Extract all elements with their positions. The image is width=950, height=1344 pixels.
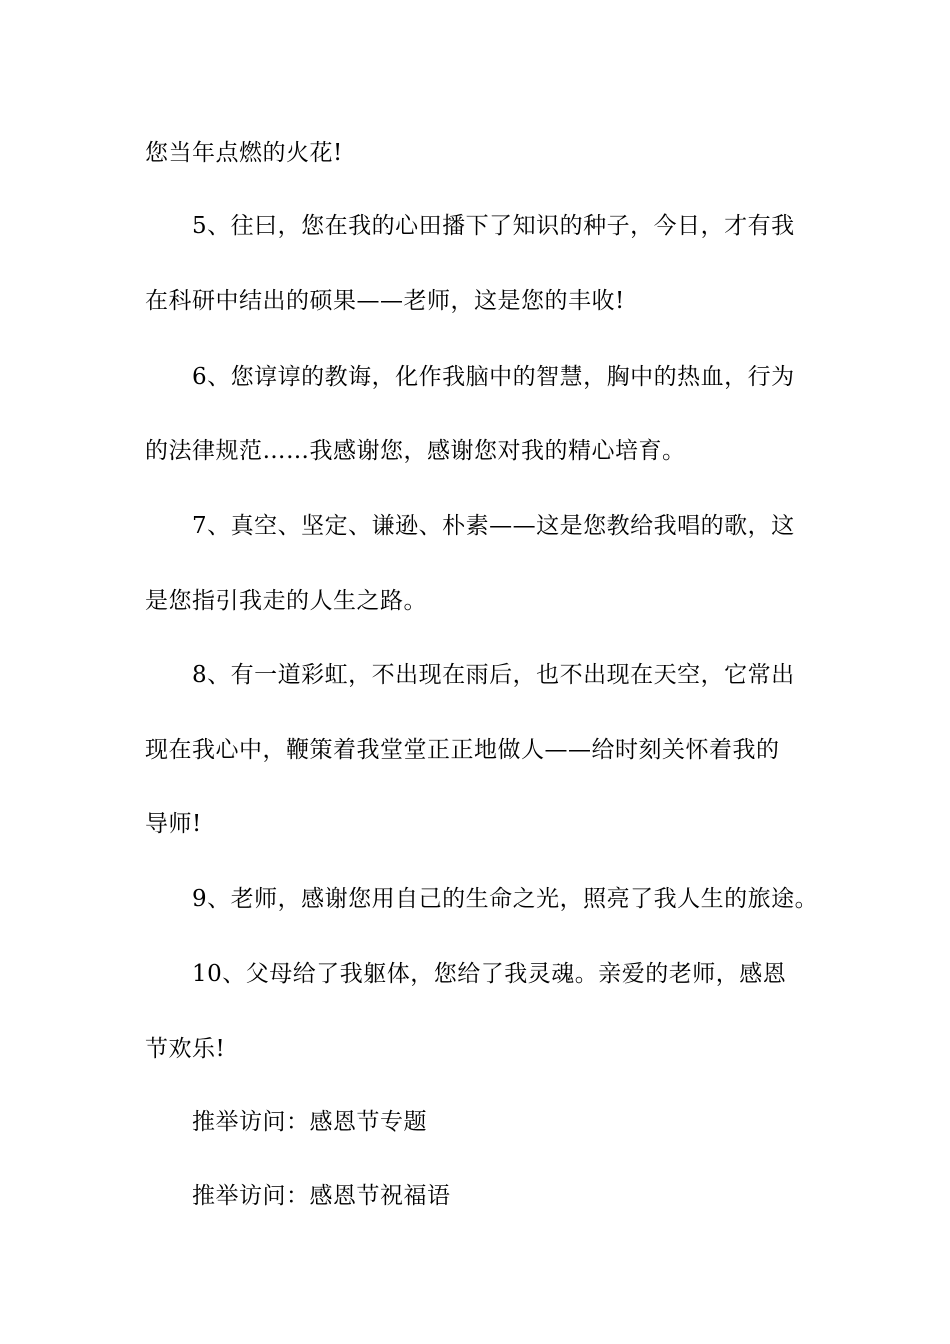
text-line: 导师!: [145, 811, 202, 837]
text-line: 在科研中结出的硕果——老师，这是您的丰收!: [145, 288, 625, 314]
text-line: 是您指引我走的人生之路。: [145, 588, 427, 614]
text-line: 现在我心中，鞭策着我堂堂正正地做人——给时刻关怀着我的: [145, 737, 780, 763]
text-line: 您当年点燃的火花!: [145, 140, 343, 166]
text-line: 9、老师，感谢您用自己的生命之光，照亮了我人生的旅途。: [192, 886, 819, 912]
text-line: 10、父母给了我躯体，您给了我灵魂。亲爱的老师，感恩: [192, 961, 787, 987]
text-line: 5、往曰，您在我的心田播下了知识的种子，今日，才有我: [192, 213, 795, 239]
text-line: 8、有一道彩虹，不出现在雨后，也不出现在天空，它常出: [192, 662, 795, 688]
recommended-link-topic[interactable]: 推举访问：感恩节专题: [192, 1109, 427, 1135]
text-line: 节欢乐!: [145, 1036, 226, 1062]
text-line: 的法律规范……我感谢您，感谢您对我的精心培育。: [145, 438, 686, 464]
text-line: 7、真空、坚定、谦逊、朴素——这是您教给我唱的歌，这: [192, 513, 795, 539]
text-line: 6、您谆谆的教诲，化作我脑中的智慧，胸中的热血，行为: [192, 364, 795, 390]
recommended-link-greetings[interactable]: 推举访问：感恩节祝福语: [192, 1183, 451, 1209]
